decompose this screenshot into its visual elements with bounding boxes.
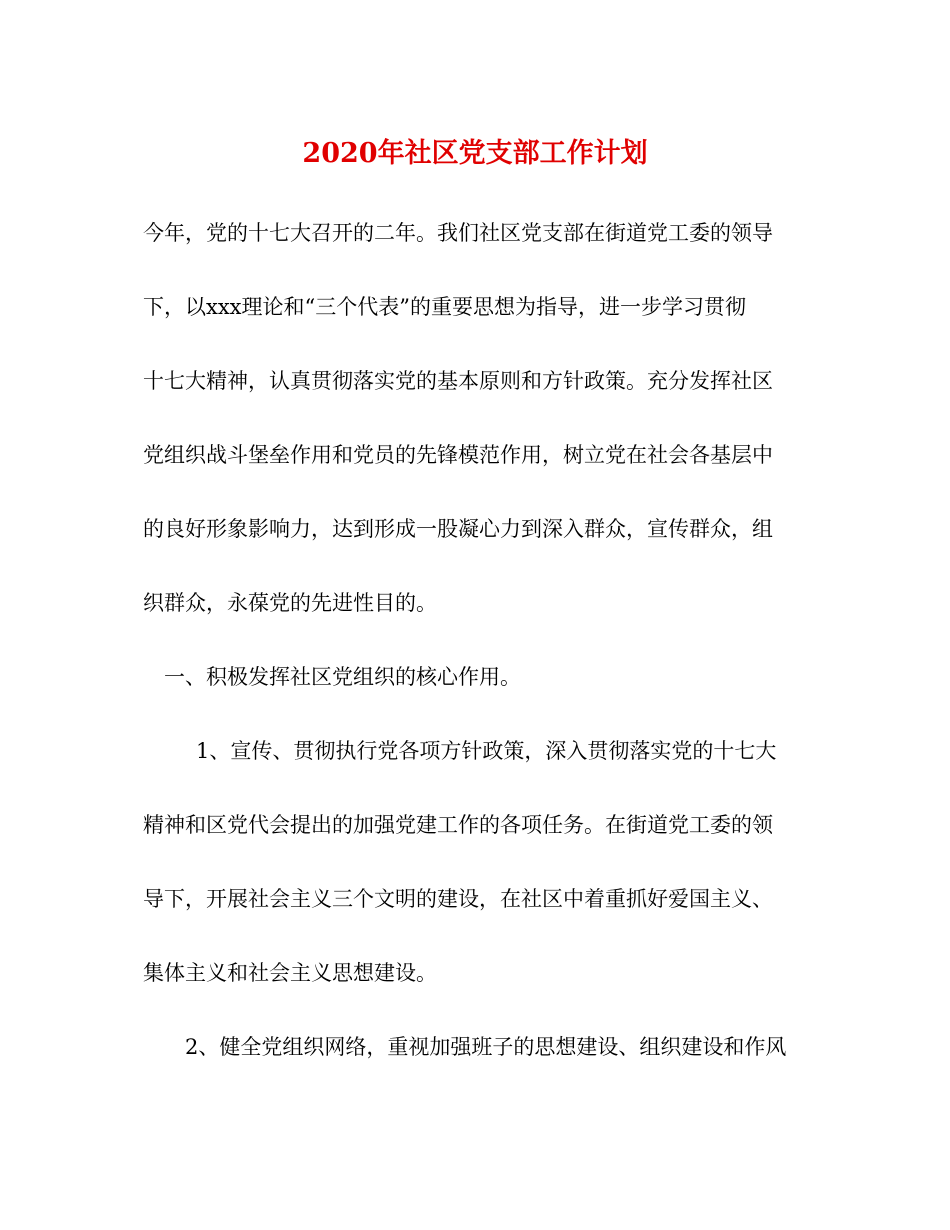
section-heading-1: 一、积极发挥社区党组织的核心作用。 (164, 665, 521, 689)
item-1-line-1: 1、宣传、贯彻执行党各项方针政策，深入贯彻落实党的十七大 (196, 739, 777, 763)
paragraph-1-line-1: 今年，党的十七大召开的二年。我们社区党支部在街道党工委的领导 (143, 221, 773, 245)
item-2-line-1: 2、健全党组织网络，重视加强班子的思想建设、组织建设和作风 (185, 1035, 787, 1059)
paragraph-1-line-4: 党组织战斗堡垒作用和党员的先锋模范作用，树立党在社会各基层中 (143, 443, 773, 467)
document-title: 2020年社区党支部工作计划 (302, 138, 648, 169)
item-1-line-4: 集体主义和社会主义思想建设。 (143, 961, 437, 985)
item-1-line-3: 导下，开展社会主义三个文明的建设，在社区中着重抓好爱国主义、 (143, 887, 773, 911)
paragraph-1-line-3: 十七大精神，认真贯彻落实党的基本原则和方针政策。充分发挥社区 (143, 369, 773, 393)
paragraph-1-line-6: 织群众，永葆党的先进性目的。 (143, 591, 437, 615)
item-1-line-2: 精神和区党代会提出的加强党建工作的各项任务。在街道党工委的领 (143, 813, 773, 837)
paragraph-1-line-5: 的良好形象影响力，达到形成一股凝心力到深入群众，宣传群众，组 (143, 517, 773, 541)
paragraph-1-line-2: 下，以xxx理论和“三个代表”的重要思想为指导，进一步学习贯彻 (143, 295, 746, 319)
